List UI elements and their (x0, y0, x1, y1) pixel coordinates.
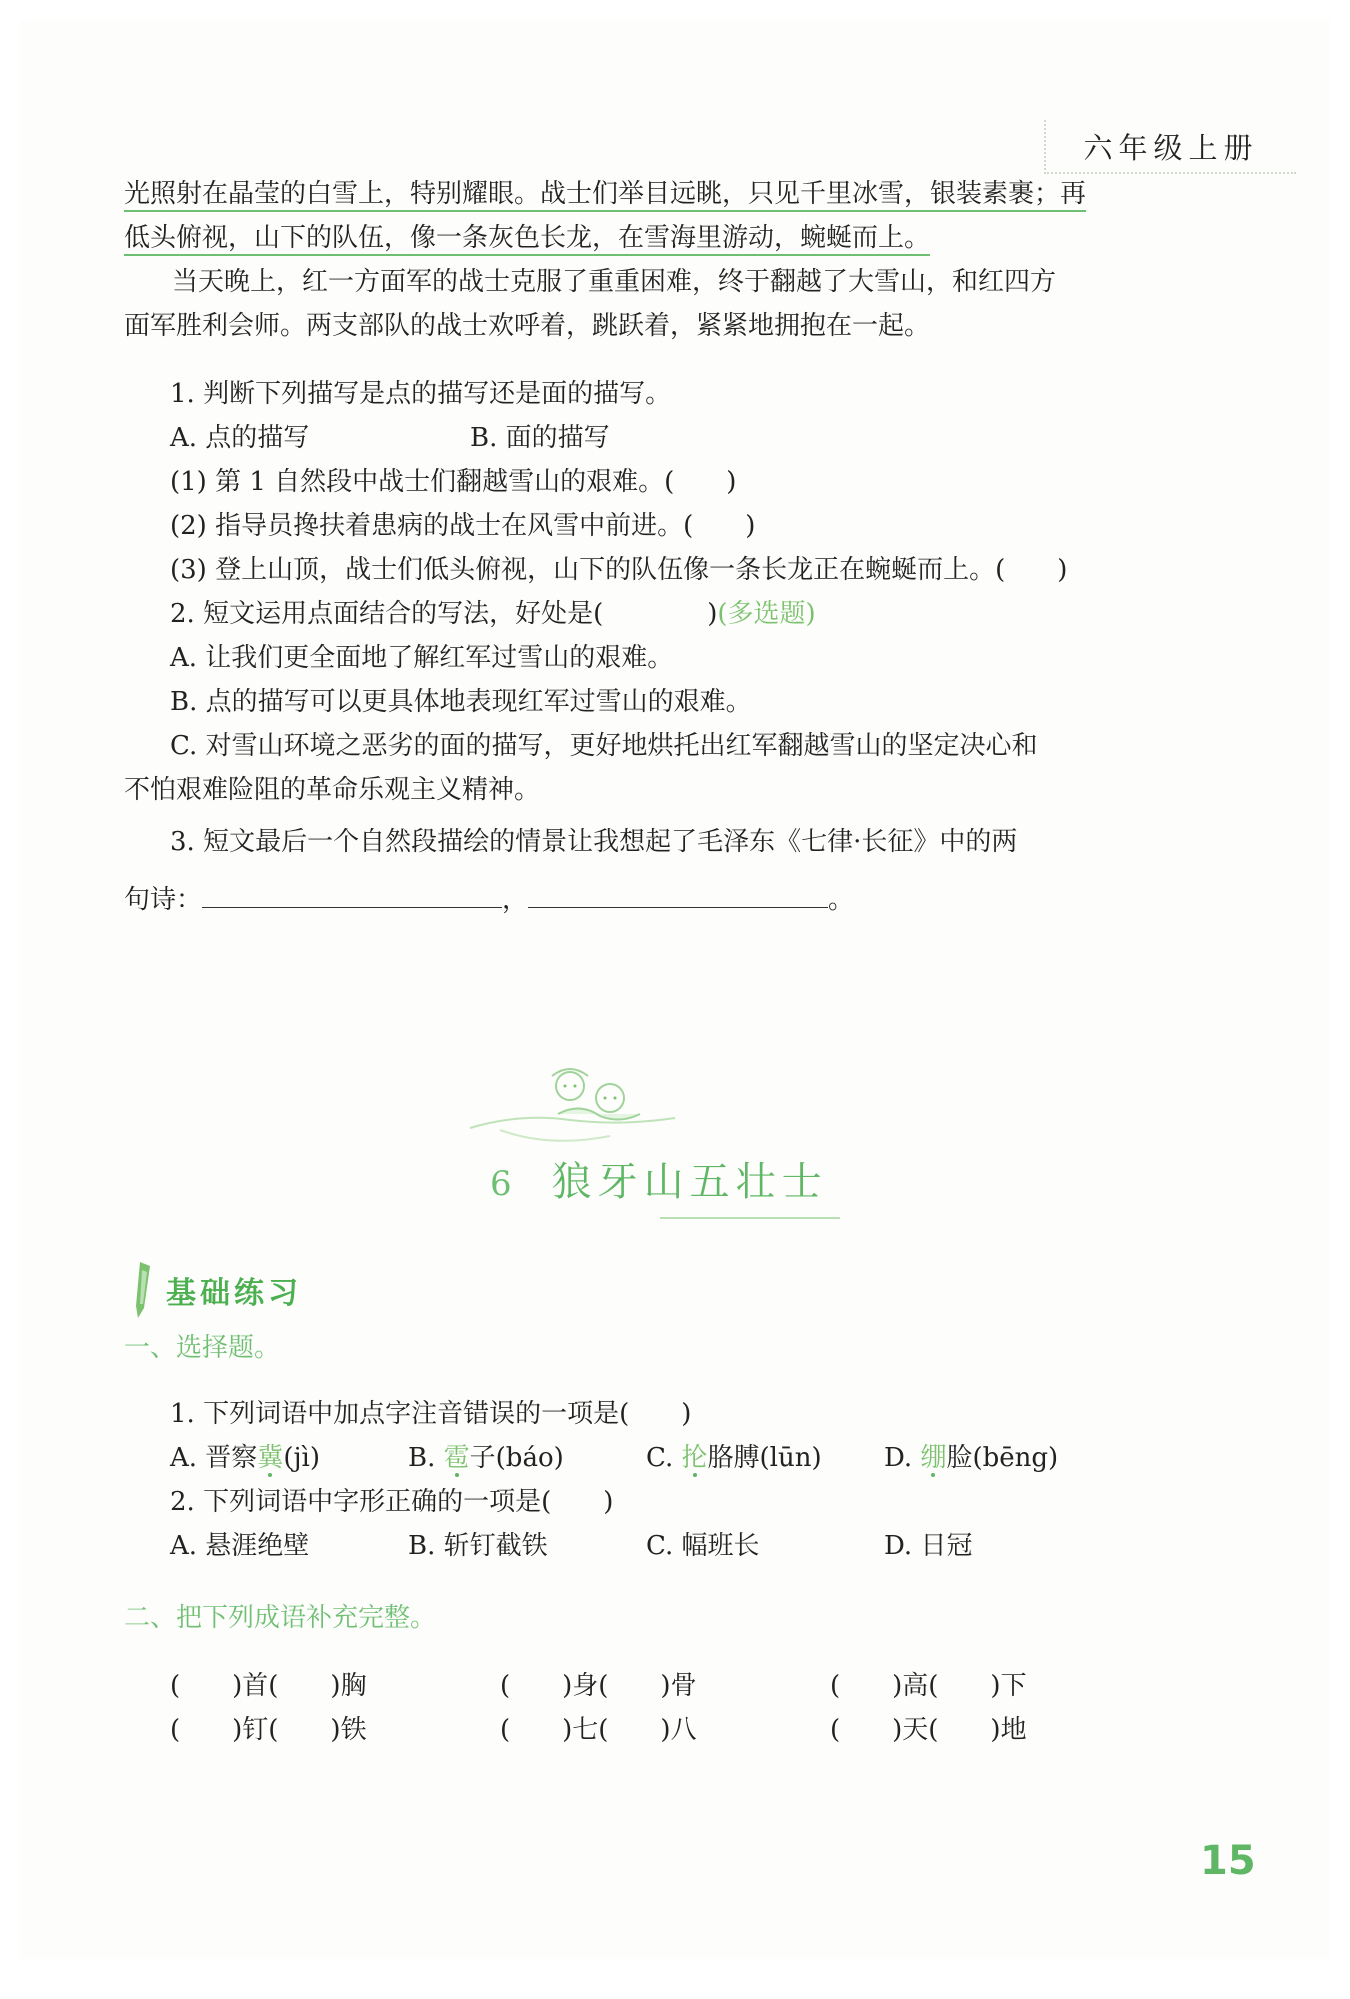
part-1-question-2-options (170, 1524, 1122, 1568)
lesson-number: 6 (490, 1164, 518, 1204)
question-2-option-a: A. 让我们更全面地了解红军过雪山的艰难。 (170, 643, 674, 673)
idiom-item: ( )天( )地 (830, 1715, 1027, 1745)
pinyin-option-c: C. 抡胳膊(lūn) (646, 1443, 822, 1473)
question-2: 2. 短文运用点面结合的写法，好处是( )(多选题) (170, 599, 816, 629)
part-2-title: 二、把下列成语补充完整。 (124, 1603, 437, 1633)
question-1-option-b: B. 面的描写 (470, 423, 610, 453)
question-3-answer: 句诗： ， 。 (124, 885, 855, 915)
pinyin-option-d: D. 绷脸(bēng) (884, 1443, 1059, 1473)
grade-label-box (1044, 120, 1296, 174)
poem-blank-2[interactable] (528, 883, 828, 908)
idiom-item: ( )钉( )铁 (170, 1715, 367, 1745)
part-1-title: 一、选择题。 (124, 1333, 281, 1363)
question-1: 1. 判断下列描写是点的描写还是面的描写。 (170, 379, 672, 409)
question-2-option-b: B. 点的描写可以更具体地表现红军过雪山的艰难。 (170, 687, 752, 717)
question-1-item-3: (3) 登上山顶，战士们低头俯视，山下的队伍像一条长龙正在蜿蜒而上。( ) (170, 555, 1068, 585)
question-1-item-1: (1) 第 1 自然段中战士们翻越雪山的艰难。( ) (170, 467, 737, 497)
grade-label: 六年级上册 (1083, 130, 1259, 165)
multi-choice-tag: (多选题) (717, 599, 816, 629)
lesson-title: 狼牙山五壮士 (551, 1159, 828, 1205)
part-1-question-2: 2. 下列词语中字形正确的一项是( ) (170, 1487, 614, 1517)
pinyin-option-a: A. 晋察冀(jì) (170, 1443, 320, 1473)
passage-line-3: 当天晚上，红一方面军的战士克服了重重困难，终于翻越了大雪山，和红四方 (172, 267, 1057, 297)
word-option-a: A. 悬涯绝壁 (170, 1531, 310, 1561)
question-2-option-c-line-1: C. 对雪山环境之恶劣的面的描写，更好地烘托出红军翻越雪山的坚定决心和 (170, 731, 1038, 761)
idiom-item: ( )高( )下 (830, 1671, 1027, 1701)
passage-line-4: 面军胜利会师。两支部队的战士欢呼着，跳跃着，紧紧地拥抱在一起。 (124, 311, 931, 341)
idiom-row-1 (170, 1664, 1160, 1708)
question-2-option-c-line-2: 不怕艰难险阻的革命乐观主义精神。 (124, 775, 541, 805)
passage-line-1: 光照射在晶莹的白雪上，特别耀眼。战士们举目远眺，只见千里冰雪，银装素裹；再 (124, 179, 1087, 209)
question-1-option-a: A. 点的描写 (170, 423, 310, 453)
poem-blank-1[interactable] (202, 883, 502, 908)
passage-line-2: 低头俯视，山下的队伍，像一条灰色长龙，在雪海里游动，蜿蜒而上。 (124, 223, 931, 253)
part-1-question-1: 1. 下列词语中加点字注音错误的一项是( ) (170, 1399, 692, 1429)
workbook-page (20, 20, 1330, 1959)
pencil-icon (132, 1258, 156, 1322)
idiom-item: ( )首( )胸 (170, 1671, 367, 1701)
question-1-item-2: (2) 指导员搀扶着患病的战士在风雪中前进。( ) (170, 511, 756, 541)
word-option-d: D. 日冠 (884, 1531, 973, 1561)
idiom-item: ( )身( )骨 (500, 1671, 697, 1701)
word-option-c: C. 幅班长 (646, 1531, 760, 1561)
question-3: 3. 短文最后一个自然段描绘的情景让我想起了毛泽东《七律·长征》中的两 (170, 827, 1018, 857)
part-1-question-1-options (170, 1436, 1122, 1480)
word-option-b: B. 斩钉截铁 (408, 1531, 548, 1561)
children-illustration (460, 1058, 690, 1158)
pinyin-option-b: B. 雹子(báo) (408, 1443, 564, 1473)
lesson-title-underline (660, 1217, 840, 1223)
idiom-row-2 (170, 1708, 1160, 1752)
page-number: 15 (1200, 1838, 1256, 1884)
lesson-title-block (490, 1150, 828, 1207)
idiom-item: ( )七( )八 (500, 1715, 697, 1745)
section-title: 基础练习 (166, 1276, 302, 1311)
